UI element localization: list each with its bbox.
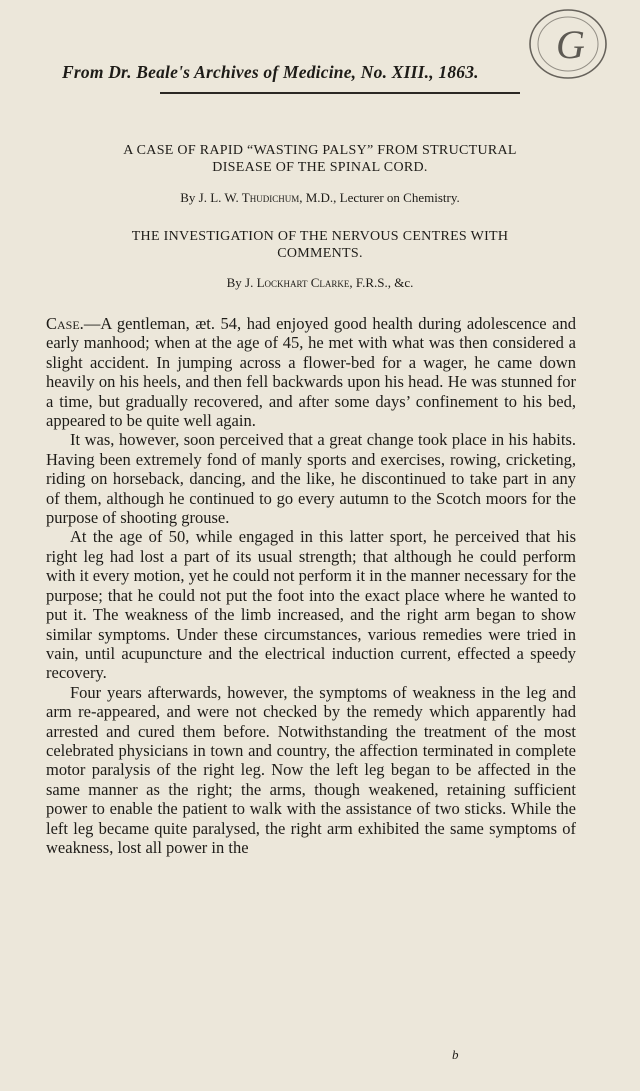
article1-credentials: M.D., Lecturer on Chemistry. <box>305 190 460 205</box>
source-header: From Dr. Beale's Archives of Medicine, No. XIII., 1863. <box>62 62 479 82</box>
article2-byline <box>60 275 580 291</box>
article1-author: J. L. W. Thudichum, <box>198 190 303 205</box>
library-stamp-icon <box>506 4 616 84</box>
header-rule <box>160 92 520 94</box>
article2-title-line2: COMMENTS. <box>277 246 363 261</box>
article2-title <box>60 228 580 262</box>
article2-by: By <box>226 275 242 290</box>
article2-author: J. Lockhart Clarke, <box>245 275 353 290</box>
paragraph-2: It was, however, soon perceived that a great change took place in his habits. Having been extremely fond of manly sports and exercises, rowing, cricketing, riding on horseback, dancing, and the like, he discontinued to take part in any of them, although he continued to go every autumn to the Scotch moors for the purpose of shooting grouse. <box>46 430 576 528</box>
article1-title <box>60 142 580 176</box>
article2-credentials: F.R.S., &c. <box>355 275 414 290</box>
article2-title-line1: THE INVESTIGATION OF THE NERVOUS CENTRES WITH <box>131 229 509 244</box>
case-label: Case. <box>46 314 84 333</box>
article1-title-line1: A CASE OF RAPID “WASTING PALSY” FROM STRUCTURAL <box>123 143 517 158</box>
signature-mark: b <box>452 1047 459 1062</box>
article1-by: By <box>180 190 196 205</box>
paragraph-4: Four years afterwards, however, the symptoms of weakness in the leg and arm re-appeared, and were not checked by the remedy which apparently had arrested and cured them before. Notwithstanding the treatment of the most celebrated physicians in town and country, the affection terminated in complete motor paralysis of the right leg. Now the left leg began to be affected in the same manner as the right; the arms, though weakened, retaining sufficient power to enable the patient to walk with the assistance of two sticks. While the left leg became quite paralysed, the right arm exhibited the same symptoms of weakness, lost all power in the <box>46 682 576 857</box>
paragraph-1-text: —A gentleman, æt. 54, had enjoyed good health during adolescence and early manhood; when at the age of 45, he met with what was then considered a slight accident. In jumping across a flower-bed for a wager, he came down heavily on his heels, and then fell backwards upon his head. He was stunned for a time, but gradually recovered, and after some days’ confinement to his bed, appeared to be quite well again. <box>46 314 576 431</box>
paragraph-1 <box>46 314 576 430</box>
stamp-letter: G <box>556 22 585 67</box>
case-report-body <box>46 314 576 857</box>
article1-title-line2: DISEASE OF THE SPINAL CORD. <box>212 160 428 175</box>
paragraph-3: At the age of 50, while engaged in this latter sport, he perceived that his right leg had lost a part of its usual strength; that although he could perform with it every motion, yet he could not perform it in the manner necessary for the purpose; that he could not put the foot into the exact place where he wanted to put it. The weakness of the limb increased, and the right arm began to show similar symptoms. Under these circumstances, various remedies were tried in vain, until acupuncture and the electrical induction current, effected a speedy recovery. <box>46 527 576 683</box>
article1-byline <box>60 190 580 206</box>
